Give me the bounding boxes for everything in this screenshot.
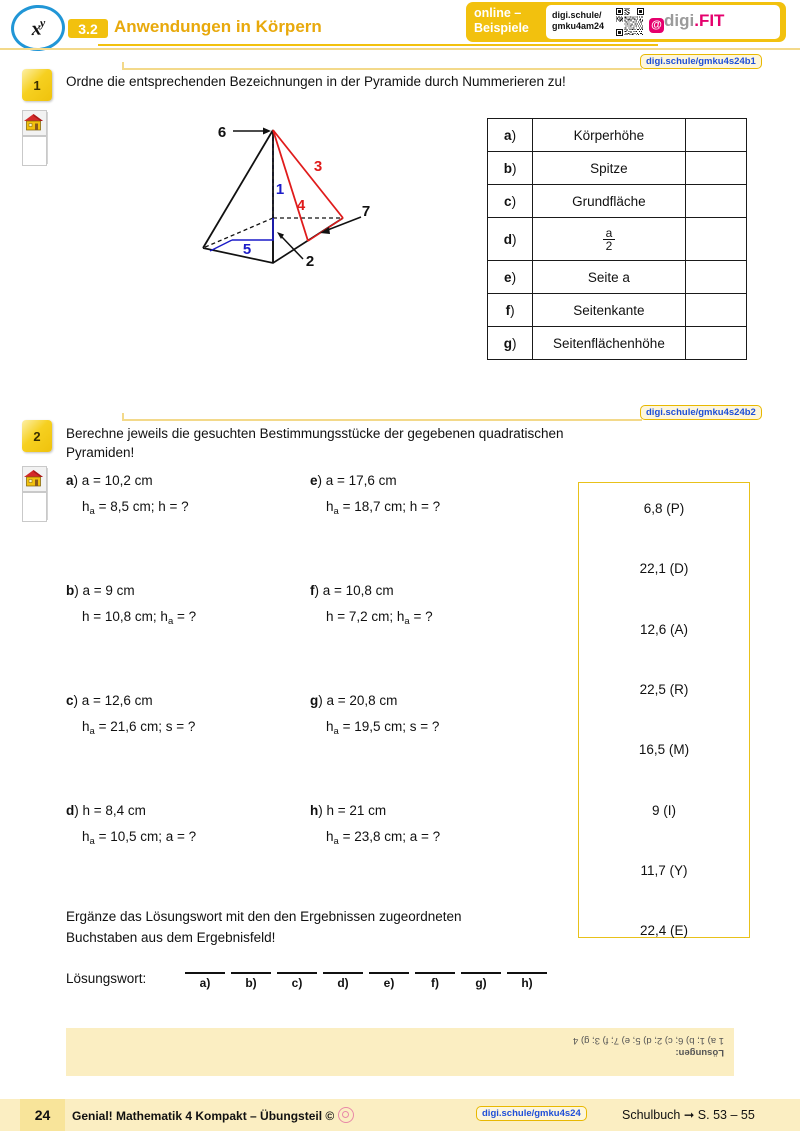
pyramid-label-5: 5 [242,241,252,258]
row-term: Spitze [533,152,686,185]
brand-logo [9,3,66,53]
loesungswort-slots [185,960,555,996]
task2-homework-marker [22,466,47,521]
pyramid-half-a-blue [232,218,273,240]
exercise-item-a-line2: $h_a = 8,5$ cm; h = ? [82,499,189,517]
result-value-8: 22,4 (E) [639,923,689,938]
result-field-box [578,482,750,938]
slot-line [415,972,455,974]
table-row [488,218,747,261]
arrow-6-head [263,128,271,135]
row-letter: c) [488,185,533,218]
exercise-item-e-line2: $h_a = 18,7$ cm; h = ? [326,499,441,517]
qr-url-text: digi.schule/ gmku4am24 [552,10,605,31]
loesungswort-slot-c[interactable]: c) [277,972,317,990]
loesungswort-label: Lösungswort: [66,971,147,986]
row-letter: d) [488,218,533,261]
loesungswort-slot-f[interactable]: f) [415,972,455,990]
task1-instruction: Ordne die entsprechenden Bezeichnungen in der Pyramide durch Nummerieren zu! [66,74,566,89]
chapter-number-badge: 3.2 [68,19,108,38]
slot-line [461,972,501,974]
result-value-6: 9 (I) [651,803,676,818]
exercise-item-f-line2: h = 7,2 cm; $h_a$ = ? [326,609,433,627]
page-number: 24 [34,1107,51,1123]
row-answer-cell[interactable] [685,185,746,218]
row-letter: g) [488,327,533,360]
slot-line [369,972,409,974]
row-answer-cell[interactable] [685,119,746,152]
task1-digi-tag[interactable]: digi.schule/gmku4s24b1 [640,54,762,69]
loesungswort-slot-g[interactable]: g) [461,972,501,990]
pyramid-label-6: 6 [217,124,227,141]
publisher-seal-icon [338,1107,354,1123]
loesungswort-slot-d[interactable]: d) [323,972,363,990]
table-row [488,261,747,294]
slot-line [231,972,271,974]
exercise-item-a: a) a = 10,2 cm $h_a = 8,5$ cm; h = ? [66,468,189,525]
footer-title: Genial! Mathematik 4 Kompakt – Übungsteil © [72,1107,354,1123]
table-row [488,185,747,218]
loesungswort-slot-a[interactable]: a) [185,972,225,990]
pyramid-base-diag-left [203,218,273,248]
page-number-wrap [20,1099,65,1131]
solutions-answers: 1 a) 1; b) 6; c) 2; d) 5; e) 7; f) 3; g) 4 [572,1035,724,1046]
footer-reference: Schulbuch ➞ S. 53 – 55 [622,1108,755,1122]
solutions-title: Lösungen: [675,1047,724,1058]
row-letter: b) [488,152,533,185]
row-term: Seite a [533,261,686,294]
house-icon-box [22,466,47,492]
pyramid-diagram [185,118,370,268]
table-row [488,152,747,185]
exercise-item-f: f) a = 10,8 cm h = 7,2 cm; $h_a$ = ? [310,578,433,635]
pyramid-edge-left [203,130,273,248]
digifit-logo: @ digi.FIT [649,11,724,33]
arrow-7-head [320,227,330,234]
digifit-mark-icon: @ [649,18,664,33]
row-letter: f) [488,294,533,327]
row-answer-cell[interactable] [685,261,746,294]
row-term: Körperhöhe [533,119,686,152]
solutions-text-rotated [573,1034,724,1058]
online-examples-label: online – Beispiele [474,6,529,35]
exercise-item-c: c) a = 12,6 cm $h_a = 21,6$ cm; s = ? [66,688,195,745]
pyramid-label-1: 1 [275,181,285,198]
exercise-item-b-line2: h = 10,8 cm; $h_a$ = ? [82,609,197,627]
exercise-item-c-line2: $h_a = 21,6$ cm; s = ? [82,719,196,737]
slot-line [277,972,317,974]
exercise-item-d-line2: $h_a = 10,5$ cm; a = ? [82,829,197,847]
exercise-item-g-line2: $h_a = 19,5$ cm; s = ? [326,719,440,737]
row-term: Seitenkante [533,294,686,327]
row-letter: e) [488,261,533,294]
house-icon-box [22,110,47,136]
row-term: Grundfläche [533,185,686,218]
table-row [488,327,747,360]
task1-homework-marker [22,110,47,165]
result-value-3: 12,6 (A) [639,622,689,637]
ergaenze-instruction: Ergänze das Lösungswort mit den den Ergebnissen zugeordneten Buchstaben aus dem Ergebnisfeld! [66,909,462,945]
page-header [0,0,800,48]
result-value-4: 22,5 (R) [639,682,689,697]
digifit-panel [546,5,780,39]
exercise-item-g: g) a = 20,8 cm $h_a = 19,5$ cm; s = ? [310,688,439,745]
task1-number-badge: 1 [22,69,52,101]
slot-line [507,972,547,974]
logo-text: $x^y$ [30,15,45,40]
exercise-item-e: e) a = 17,6 cm $h_a = 18,7$ cm; h = ? [310,468,440,525]
row-letter: a) [488,119,533,152]
exercise-item-h-line2: $h_a = 23,8$ cm; a = ? [326,829,441,847]
pyramid-label-4: 4 [296,197,306,214]
header-divider [0,48,800,50]
pyramid-lateral-edge-red [273,130,343,218]
qr-code-icon[interactable] [616,8,644,36]
row-answer-cell[interactable] [685,327,746,360]
marker-blank-box [22,492,47,522]
chapter-title: Anwendungen in Körpern [114,17,322,36]
task2-instruction: Berechne jeweils die gesuchten Bestimmungsstücke der gegebenen quadratischen Pyramiden! [66,426,564,460]
terms-table [487,118,747,360]
result-value-7: 11,7 (Y) [640,863,688,878]
footer-digi-tag[interactable]: digi.schule/gmku4s24 [476,1106,587,1121]
slot-line [185,972,225,974]
exercise-item-d: d) h = 8,4 cm $h_a = 10,5$ cm; a = ? [66,798,196,855]
loesungswort-slot-e[interactable]: e) [369,972,409,990]
exercise-item-h: h) h = 21 cm $h_a = 23,8$ cm; a = ? [310,798,440,855]
row-answer-cell[interactable] [685,294,746,327]
row-term: Seitenflächenhöhe [533,327,686,360]
arrow-7-line [325,217,361,231]
pyramid-label-2: 2 [305,253,315,268]
online-examples-banner[interactable] [466,2,786,42]
result-value-1: 6,8 (P) [643,501,685,516]
loesungswort-slot-h[interactable]: h) [507,972,547,990]
house-icon [23,111,44,133]
title-underline [98,44,658,46]
pyramid-blue-link [210,240,232,251]
row-answer-cell[interactable] [685,218,746,261]
task2-rule [122,419,642,421]
marker-blank-box [22,136,47,166]
fraction-a-over-2: $\frac{a}{2}$ [603,227,616,252]
slot-line [323,972,363,974]
table-row [488,119,747,152]
pyramid-label-7: 7 [361,203,370,220]
table-row [488,294,747,327]
solutions-box [66,1028,734,1076]
result-value-2: 22,1 (D) [639,561,689,576]
house-icon [23,467,44,489]
task2-number-badge: 2 [22,420,52,452]
row-answer-cell[interactable] [685,152,746,185]
row-term-fraction [533,218,686,261]
result-value-5: 16,5 (M) [638,742,690,757]
task1-rule [122,68,642,70]
task2-digi-tag[interactable]: digi.schule/gmku4s24b2 [640,405,762,420]
loesungswort-slot-b[interactable]: b) [231,972,271,990]
pyramid-label-3: 3 [313,158,323,175]
exercise-item-b: b) a = 9 cm h = 10,8 cm; $h_a$ = ? [66,578,196,635]
page-footer [0,1099,800,1131]
